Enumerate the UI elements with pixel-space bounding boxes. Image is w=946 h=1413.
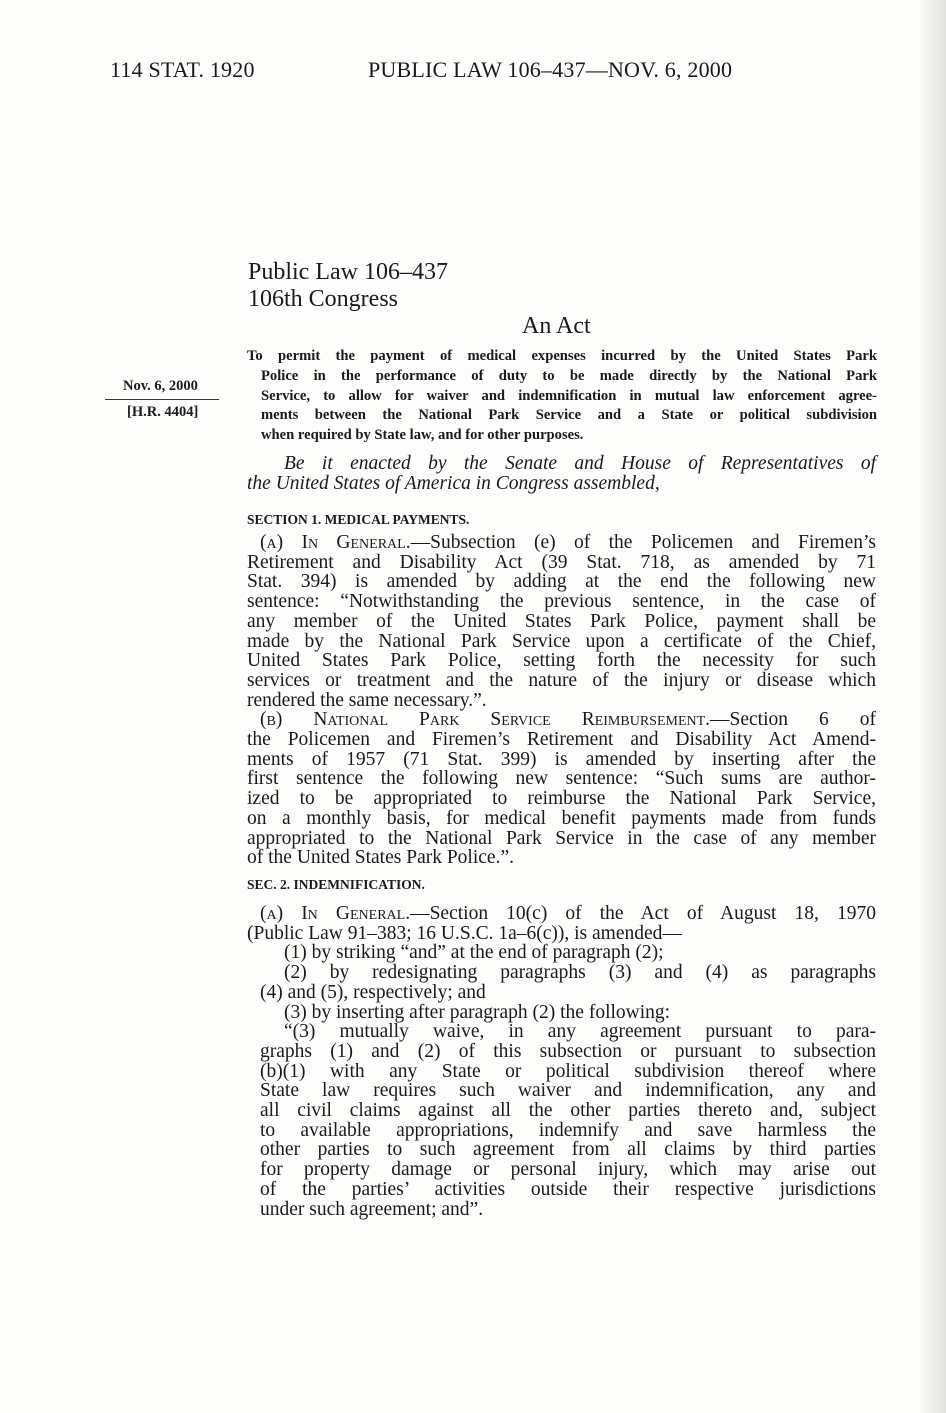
text-line — [284, 943, 876, 963]
line-text: ments of 1957 (71 Stat. 399) is amended by inserting after the — [247, 748, 876, 770]
act-title: An Act — [522, 313, 591, 339]
text-line: Police in the performance of duty to be made directly by the National Park — [261, 367, 877, 384]
running-title: PUBLIC LAW 106–437—NOV. 6, 2000 — [368, 57, 733, 82]
law-number: Public Law 106–437 — [248, 259, 448, 285]
text-line — [284, 1003, 876, 1023]
text-line — [247, 632, 876, 652]
line-text: made by the National Park Service upon a certificate of the Chief, — [247, 630, 876, 652]
line-text: Stat. 394) is amended by adding at the end the following new — [247, 571, 876, 593]
line-text: (2) by redesignating paragraphs (3) and (4) as paragraphs — [284, 962, 876, 984]
text-line — [247, 671, 876, 691]
paragraph — [247, 1022, 876, 1219]
text-line — [260, 1121, 876, 1141]
paragraph — [247, 1003, 876, 1023]
line-text: —Subsection (e) of the Policemen and Firemen’s — [410, 532, 876, 553]
page-edge-shadow — [918, 0, 946, 1413]
section-1-heading: SECTION 1. MEDICAL PAYMENTS. — [247, 512, 470, 527]
line-text: the Policemen and Firemen’s Retirement and Disability Act Amend- — [247, 729, 876, 751]
paragraph-caption: (b) National Park Service Reimbursement. — [260, 709, 711, 731]
line-text: —Section 10(c) of the Act of August 18, 1970 — [410, 903, 877, 924]
paragraph-caption: (a) In General. — [260, 532, 411, 553]
text-line: the United States of America in Congress assembled, — [247, 473, 660, 494]
margin-rule — [105, 399, 219, 400]
text-line — [247, 848, 876, 868]
text-line — [260, 1062, 876, 1082]
line-text: (4) and (5), respectively; and — [260, 981, 486, 1003]
congress: 106th Congress — [248, 286, 398, 312]
line-text: for property damage or personal injury, which may arise out — [260, 1159, 876, 1181]
line-text: (Public Law 91–383; 16 U.S.C. 1a–6(c)), is amended— — [247, 922, 682, 944]
text-line — [247, 809, 876, 829]
line-text: rendered the same necessary.”. — [247, 689, 487, 711]
line-text: other parties to such agreement from all claims by third parties — [260, 1139, 876, 1161]
text-line: Be it enacted by the Senate and House of Representatives of — [284, 453, 876, 474]
paragraph — [247, 963, 876, 1002]
text-line — [260, 1200, 876, 1220]
text-line: when required by State law, and for other purposes. — [261, 427, 584, 444]
line-text: State law requires such waiver and indemnification, any and — [260, 1080, 876, 1102]
section-1-body — [247, 533, 876, 868]
line-text: services or treatment and the nature of the injury or disease which — [247, 669, 876, 691]
text-line — [260, 1140, 876, 1160]
line-text: graphs (1) and (2) of this subsection or pursuant to subsection — [260, 1040, 876, 1062]
line-text: under such agreement; and”. — [260, 1198, 484, 1220]
text-line — [260, 1081, 876, 1101]
line-text: United States Park Police, setting forth the necessity for such — [247, 650, 876, 672]
text-line — [260, 983, 876, 1003]
line-text: all civil claims against all the other parties thereto and, subject — [260, 1100, 876, 1122]
text-line — [247, 750, 876, 770]
line-text: “(3) mutually waive, in any agreement pursuant to para- — [284, 1021, 876, 1043]
text-line — [247, 769, 876, 789]
enacting-clause — [247, 454, 876, 494]
line-text: appropriated to the National Park Service in the case of any member — [247, 827, 876, 849]
line-text: first sentence the following new sentence: “Such sums are author- — [247, 768, 876, 790]
text-line — [247, 789, 876, 809]
text-line — [260, 533, 876, 553]
text-line: To permit the payment of medical expenses incurred by the United States Park — [247, 348, 877, 364]
section-2-body — [247, 904, 876, 1219]
text-line — [247, 829, 876, 849]
text-line — [284, 1022, 876, 1042]
text-line — [260, 904, 876, 924]
text-line — [247, 592, 876, 612]
page-reference: 114 STAT. 1920 — [110, 57, 255, 82]
paragraph — [247, 904, 876, 943]
text-line: ments between the National Park Service and a State or political subdivision — [261, 407, 877, 424]
text-line — [260, 1042, 876, 1062]
paragraph — [247, 710, 876, 868]
line-text: Retirement and Disability Act (39 Stat. 718, as amended by 71 — [247, 551, 876, 573]
margin-bill: [H.R. 4404] — [127, 404, 199, 420]
text-line — [247, 924, 876, 944]
section-2-heading: SEC. 2. INDEMNIFICATION. — [247, 877, 425, 892]
text-line — [247, 730, 876, 750]
line-text: to available appropriations, indemnify and save harmless the — [260, 1119, 876, 1141]
line-text: (3) by inserting after paragraph (2) the following: — [284, 1001, 671, 1023]
line-text: —Section 6 of — [710, 709, 876, 731]
text-line — [260, 1101, 876, 1121]
text-line: Service, to allow for waiver and indemnification in mutual law enforcement agree- — [261, 387, 877, 404]
text-line — [247, 691, 876, 711]
margin-date: Nov. 6, 2000 — [123, 378, 198, 394]
line-text: (1) by striking “and” at the end of paragraph (2); — [284, 942, 664, 964]
line-text: sentence: “Notwithstanding the previous sentence, in the case of — [247, 591, 876, 613]
line-text: of the United States Park Police.”. — [247, 847, 514, 869]
paragraph-caption: (a) In General. — [260, 903, 411, 924]
line-text: ized to be appropriated to reimburse the National Park Service, — [247, 788, 876, 810]
line-text: of the parties’ activities outside their respective jurisdictions — [260, 1178, 876, 1200]
text-line — [284, 963, 876, 983]
text-line — [260, 1160, 876, 1180]
paragraph — [247, 943, 876, 963]
purpose-clause — [247, 347, 877, 446]
text-line — [247, 612, 876, 632]
text-line — [260, 1180, 876, 1200]
text-line — [247, 572, 876, 592]
paragraph — [247, 533, 876, 710]
line-text: (b)(1) with any State or political subdivision thereof where — [260, 1060, 876, 1082]
line-text: on a monthly basis, for medical benefit payments made from funds — [247, 807, 876, 829]
text-line — [247, 553, 876, 573]
line-text: any member of the United States Park Police, payment shall be — [247, 610, 876, 632]
text-line — [260, 710, 876, 730]
text-line — [247, 651, 876, 671]
